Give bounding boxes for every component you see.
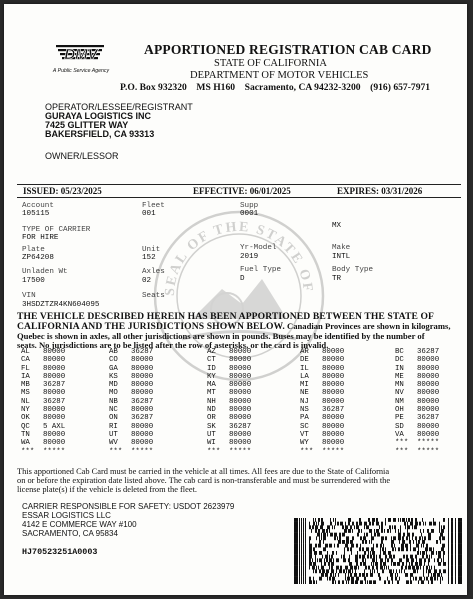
registrant-name: GURAYA LOGISTICS INC (45, 111, 152, 121)
jurisdiction-weight: 80000 (43, 389, 66, 398)
jurisdiction-weight: 80000 (322, 348, 345, 356)
jurisdiction-weight: 80000 (229, 381, 252, 390)
jurisdiction-code: MS (21, 389, 30, 398)
jurisdiction-weight: 80000 (43, 406, 66, 415)
issued-date: ISSUED: 05/23/2025 (23, 186, 102, 196)
jurisdiction-weight: 36287 (43, 381, 66, 390)
body-type-label: Body Type (332, 266, 374, 274)
jurisdiction-weight: 80000 (131, 389, 154, 398)
jurisdiction-code: KS (109, 372, 118, 381)
jurisdiction-weight: 80000 (417, 406, 440, 415)
registrant-label: OPERATOR/LESSEE/REGISTRANT (45, 102, 193, 112)
jurisdiction-entry (395, 406, 439, 414)
jurisdiction-code: AZ (207, 348, 216, 356)
jurisdiction-code: TN (21, 430, 30, 439)
jurisdiction-code: PA (300, 414, 309, 423)
jurisdiction-weight: 80000 (229, 364, 252, 373)
jurisdiction-code: VT (300, 430, 309, 439)
jurisdiction-entry (109, 439, 153, 447)
year-model-label: Yr-Model (240, 244, 277, 252)
jurisdiction-entry (109, 381, 153, 389)
jurisdiction-weight: 80000 (43, 430, 66, 439)
jurisdiction-entry (395, 423, 439, 431)
carrier-type-value: FOR HIRE (22, 234, 59, 242)
jurisdiction-entry (21, 406, 65, 414)
jurisdiction-entry (207, 431, 251, 439)
notice-line-3: Quebec is shown in axles, all other jurisdictions are shown in pounds. Buses may be identified by the number of (17, 331, 425, 342)
safety-carrier-street: 4142 E COMMERCE WAY #100 (22, 520, 137, 529)
jurisdiction-weight: 80000 (229, 397, 252, 406)
jurisdiction-code: NY (21, 406, 30, 415)
jurisdiction-entry (109, 431, 153, 439)
jurisdiction-column (395, 348, 439, 456)
carrier-type-label: TYPE OF CARRIER (22, 226, 91, 234)
owner-lessor-label: OWNER/LESSOR (45, 151, 119, 161)
jurisdiction-code: MD (109, 381, 118, 390)
jurisdiction-weight: 36287 (322, 406, 345, 415)
jurisdiction-entry (109, 414, 153, 422)
account-value: 105115 (22, 210, 50, 218)
jurisdiction-weight: 80000 (417, 356, 440, 365)
jurisdiction-code: AB (109, 348, 118, 356)
jurisdiction-weight: 36287 (417, 414, 440, 423)
department-name: DEPARTMENT OF MOTOR VEHICLES (190, 70, 369, 81)
jurisdiction-code: WA (21, 439, 30, 448)
jurisdiction-entry (300, 406, 344, 414)
jurisdiction-entry (300, 389, 344, 397)
jurisdiction-entry (207, 356, 251, 364)
axles-value: 02 (142, 277, 152, 285)
jurisdiction-weight: ***** (417, 439, 440, 448)
jurisdiction-code: DC (395, 356, 404, 365)
jurisdiction-code: WY (300, 439, 309, 448)
registrant-city: BAKERSFIELD, CA 93313 (45, 129, 155, 139)
jurisdiction-weight: 80000 (43, 348, 66, 356)
plate-label: Plate (22, 246, 45, 254)
unit-value: 152 (142, 254, 156, 262)
jurisdiction-entry (395, 389, 439, 397)
jurisdiction-weight: 36287 (131, 414, 154, 423)
jurisdiction-entry (207, 439, 251, 447)
jurisdiction-entry (207, 414, 251, 422)
jurisdiction-weight: 80000 (322, 389, 345, 398)
jurisdiction-entry (21, 356, 65, 364)
registrant-street: 7425 GLITTER WAY (45, 120, 129, 130)
jurisdiction-code: SK (207, 422, 216, 431)
unladen-weight-label: Unladen Wt (22, 268, 68, 276)
jurisdiction-code: NS (300, 406, 309, 415)
jurisdiction-code: MI (300, 381, 309, 390)
jurisdiction-column (207, 348, 251, 456)
jurisdiction-weight: 80000 (229, 372, 252, 381)
jurisdiction-weight: 80000 (131, 406, 154, 415)
jurisdiction-weight: 36287 (131, 397, 154, 406)
jurisdiction-weight: 80000 (131, 439, 154, 448)
jurisdiction-code: ID (207, 364, 216, 373)
notice-line-4: seats. No jurisdictions are to be listed after the row of asterisks, or the card is invalid. (17, 340, 329, 351)
jurisdiction-weight: 80000 (322, 381, 345, 390)
jurisdiction-entry (109, 398, 153, 406)
jurisdiction-entry (300, 356, 344, 364)
dates-row (17, 184, 461, 198)
jurisdiction-entry (207, 373, 251, 381)
jurisdiction-weight: 80000 (229, 389, 252, 398)
jurisdiction-entry (21, 398, 65, 406)
jurisdiction-entry (207, 365, 251, 373)
jurisdiction-weight: 36287 (131, 348, 154, 356)
jurisdiction-code: AL (21, 348, 30, 356)
jurisdiction-entry (207, 348, 251, 356)
jurisdiction-entry (300, 381, 344, 389)
jurisdiction-weight: 80000 (43, 414, 66, 423)
supp-label: Supp (240, 202, 259, 210)
jurisdiction-weight: 80000 (322, 356, 345, 365)
jurisdiction-code: IL (300, 364, 309, 373)
jurisdiction-code: CT (207, 356, 216, 365)
jurisdiction-code: LA (300, 372, 309, 381)
card-footer (17, 467, 461, 495)
jurisdiction-weight: ***** (322, 447, 345, 456)
jurisdiction-code: IN (395, 364, 404, 373)
footer-line-3: license plate(s) if the vehicle is deleted from the fleet. (17, 485, 197, 495)
jurisdiction-weight: 80000 (229, 430, 252, 439)
jurisdiction-code: *** (395, 447, 409, 456)
jurisdiction-code: CO (109, 356, 118, 365)
fleet-label: Fleet (142, 202, 165, 210)
pdf417-barcode (294, 518, 462, 584)
jurisdiction-entry (109, 448, 153, 456)
seats-label: Seats (142, 292, 165, 300)
jurisdiction-entry (21, 423, 65, 431)
jurisdiction-entry (300, 431, 344, 439)
dmv-address: P.O. Box 932320 MS H160 Sacramento, CA 94232-3200 (916) 657-7971 (120, 82, 431, 93)
jurisdiction-code: NV (395, 389, 404, 398)
jurisdiction-entry (300, 348, 344, 356)
jurisdiction-code: NB (109, 397, 118, 406)
notice-line-1: THE VEHICLE DESCRIBED HEREIN HAS BEEN APPORTIONED BETWEEN THE STATE OF (17, 311, 434, 322)
jurisdiction-entry (207, 406, 251, 414)
mx-indicator: MX (332, 222, 342, 230)
fleet-value: 001 (142, 210, 156, 218)
jurisdiction-code: OH (395, 406, 404, 415)
safety-carrier-name: ESSAR LOGISTICS LLC (22, 511, 111, 520)
jurisdiction-code: KY (207, 372, 216, 381)
jurisdiction-weight: 80000 (417, 372, 440, 381)
jurisdiction-code: QC (21, 422, 30, 431)
jurisdiction-weight: ***** (229, 447, 252, 456)
vin-label: VIN (22, 292, 36, 300)
jurisdiction-column (300, 348, 344, 456)
control-number: HJ70523251A0003 (22, 547, 98, 557)
jurisdiction-weight: 80000 (131, 364, 154, 373)
apportionment-notice (17, 312, 461, 350)
jurisdiction-weight: 80000 (322, 430, 345, 439)
jurisdiction-entry (300, 365, 344, 373)
jurisdiction-column (21, 348, 65, 456)
jurisdiction-entry (300, 373, 344, 381)
jurisdiction-code: FL (21, 364, 30, 373)
jurisdiction-entry (300, 398, 344, 406)
body-type-value: TR (332, 275, 342, 283)
svg-text:SEAL OF THE STATE OF CALIFORNI: SEAL OF THE STATE OF (162, 219, 316, 297)
jurisdiction-code: *** (300, 447, 314, 456)
jurisdiction-entry (300, 423, 344, 431)
card-title: APPORTIONED REGISTRATION CAB CARD (144, 42, 432, 57)
jurisdiction-code: MA (207, 381, 216, 390)
jurisdiction-weight: 80000 (417, 397, 440, 406)
jurisdiction-entry (395, 398, 439, 406)
jurisdiction-entry (207, 398, 251, 406)
jurisdiction-code: ND (207, 406, 216, 415)
fuel-type-value: D (240, 275, 245, 283)
jurisdiction-weight: 80000 (322, 397, 345, 406)
jurisdiction-weight: 80000 (131, 381, 154, 390)
jurisdiction-code: SC (300, 422, 309, 431)
svg-text:A Public Service Agency: A Public Service Agency (52, 68, 110, 74)
jurisdiction-entry (21, 414, 65, 422)
jurisdiction-code: UT (207, 430, 216, 439)
jurisdiction-code: WI (207, 439, 216, 448)
jurisdiction-code: *** (109, 447, 123, 456)
jurisdiction-weight: 5 AXL (43, 422, 66, 431)
jurisdiction-table (17, 348, 457, 466)
jurisdiction-entry (109, 348, 153, 356)
jurisdiction-weight: 80000 (229, 356, 252, 365)
jurisdiction-entry (21, 439, 65, 447)
jurisdiction-code: GA (109, 364, 118, 373)
jurisdiction-weight: 80000 (417, 389, 440, 398)
axles-label: Axles (142, 268, 165, 276)
jurisdiction-weight: 80000 (322, 414, 345, 423)
jurisdiction-weight: 80000 (131, 356, 154, 365)
jurisdiction-entry (395, 448, 439, 456)
year-model-value: 2019 (240, 253, 259, 261)
dmv-logo (46, 39, 116, 77)
jurisdiction-entry (395, 356, 439, 364)
expiration-date: EXPIRES: 03/31/2026 (337, 186, 423, 196)
jurisdiction-entry (300, 448, 344, 456)
jurisdiction-code: NJ (300, 397, 309, 406)
jurisdiction-code: *** (21, 447, 35, 456)
jurisdiction-weight: ***** (131, 447, 154, 456)
make-label: Make (332, 244, 351, 252)
jurisdiction-entry (300, 414, 344, 422)
safety-carrier-label: CARRIER RESPONSIBLE FOR SAFETY: USDOT 2623979 (22, 502, 235, 511)
state-name: STATE OF CALIFORNIA (214, 58, 327, 69)
jurisdiction-code: UT (109, 430, 118, 439)
jurisdiction-code: CA (21, 356, 30, 365)
jurisdiction-entry (21, 373, 65, 381)
jurisdiction-code: SD (395, 422, 404, 431)
footer-line-2: on or before the expiration date listed above. The cab card is non-transferable and must be surrendered with the (17, 476, 391, 486)
plate-value: ZP64208 (22, 254, 54, 262)
jurisdiction-entry (109, 389, 153, 397)
jurisdiction-entry (109, 406, 153, 414)
jurisdiction-entry (207, 423, 251, 431)
jurisdiction-code: OK (21, 414, 30, 423)
jurisdiction-entry (21, 389, 65, 397)
jurisdiction-entry (300, 439, 344, 447)
vin-value: 3HSDZTZR4KN604095 (22, 301, 100, 309)
jurisdiction-code: VA (395, 430, 404, 439)
supp-value: 0001 (240, 210, 259, 218)
jurisdiction-weight: 80000 (417, 430, 440, 439)
jurisdiction-entry (395, 431, 439, 439)
jurisdiction-code: *** (207, 447, 221, 456)
jurisdiction-entry (21, 348, 65, 356)
notice-line-2: CALIFORNIA AND THE JURISDICTIONS SHOWN BELOW. Canadian Provinces are shown in kilograms, (17, 321, 451, 333)
jurisdiction-weight: 80000 (322, 439, 345, 448)
jurisdiction-code: MT (207, 389, 216, 398)
jurisdiction-entry (207, 448, 251, 456)
jurisdiction-code: ME (395, 372, 404, 381)
jurisdiction-entry (395, 439, 439, 447)
jurisdiction-code: NE (300, 389, 309, 398)
jurisdiction-code: MN (395, 381, 404, 390)
jurisdiction-entry (207, 389, 251, 397)
jurisdiction-code: NC (109, 406, 118, 415)
jurisdiction-code: NL (21, 397, 30, 406)
jurisdiction-weight: 80000 (131, 430, 154, 439)
jurisdiction-code: NH (207, 397, 216, 406)
jurisdiction-code: PE (395, 414, 404, 423)
jurisdiction-code: *** (395, 439, 409, 448)
jurisdiction-entry (109, 365, 153, 373)
jurisdiction-weight: 80000 (322, 372, 345, 381)
jurisdiction-weight: 80000 (417, 422, 440, 431)
jurisdiction-entry (109, 356, 153, 364)
effective-date: EFFECTIVE: 06/01/2025 (193, 186, 291, 196)
jurisdiction-entry (395, 365, 439, 373)
jurisdiction-entry (21, 381, 65, 389)
jurisdiction-weight: 36287 (229, 422, 252, 431)
jurisdiction-weight: 80000 (131, 422, 154, 431)
jurisdiction-code: WV (109, 439, 118, 448)
fuel-type-label: Fuel Type (240, 266, 282, 274)
jurisdiction-entry (21, 365, 65, 373)
jurisdiction-code: NM (395, 397, 404, 406)
jurisdiction-entry (395, 348, 439, 356)
unladen-weight-value: 17500 (22, 277, 45, 285)
jurisdiction-entry (395, 381, 439, 389)
jurisdiction-weight: 80000 (417, 381, 440, 390)
jurisdiction-weight: 80000 (229, 348, 252, 356)
jurisdiction-code: MO (109, 389, 118, 398)
jurisdiction-weight: 80000 (43, 372, 66, 381)
jurisdiction-weight: 80000 (229, 414, 252, 423)
jurisdiction-code: MB (21, 381, 30, 390)
svg-text:DMV: DMV (64, 46, 98, 63)
jurisdiction-code: AR (300, 348, 309, 356)
jurisdiction-code: IA (21, 372, 30, 381)
jurisdiction-weight: 80000 (322, 364, 345, 373)
safety-carrier-city: SACRAMENTO, CA 95834 (22, 529, 118, 538)
cab-card-document (4, 4, 467, 595)
unit-label: Unit (142, 246, 161, 254)
jurisdiction-entry (207, 381, 251, 389)
jurisdiction-code: ON (109, 414, 118, 423)
jurisdiction-weight: 80000 (417, 364, 440, 373)
footer-line-1: This apportioned Cab Card must be carried in the vehicle at all times. All fees are due to the State of California (17, 467, 390, 476)
jurisdiction-entry (109, 373, 153, 381)
jurisdiction-weight: ***** (417, 447, 440, 456)
jurisdiction-entry (395, 373, 439, 381)
jurisdiction-code: RI (109, 422, 118, 431)
jurisdiction-weight: 80000 (43, 439, 66, 448)
jurisdiction-weight: 80000 (229, 439, 252, 448)
jurisdiction-weight: 80000 (229, 406, 252, 415)
account-label: Account (22, 202, 54, 210)
jurisdiction-entry (21, 448, 65, 456)
jurisdiction-entry (395, 414, 439, 422)
jurisdiction-weight: ***** (43, 447, 66, 456)
jurisdiction-code: DE (300, 356, 309, 365)
jurisdiction-entry (109, 423, 153, 431)
jurisdiction-column (109, 348, 153, 456)
make-value: INTL (332, 253, 351, 261)
jurisdiction-weight: 36287 (417, 348, 440, 356)
jurisdiction-weight: 80000 (43, 364, 66, 373)
jurisdiction-entry (21, 431, 65, 439)
jurisdiction-weight: 80000 (43, 356, 66, 365)
jurisdiction-weight: 80000 (322, 422, 345, 431)
jurisdiction-weight: 80000 (131, 372, 154, 381)
jurisdiction-code: OR (207, 414, 216, 423)
jurisdiction-weight: 36287 (43, 397, 66, 406)
jurisdiction-code: BC (395, 348, 404, 356)
